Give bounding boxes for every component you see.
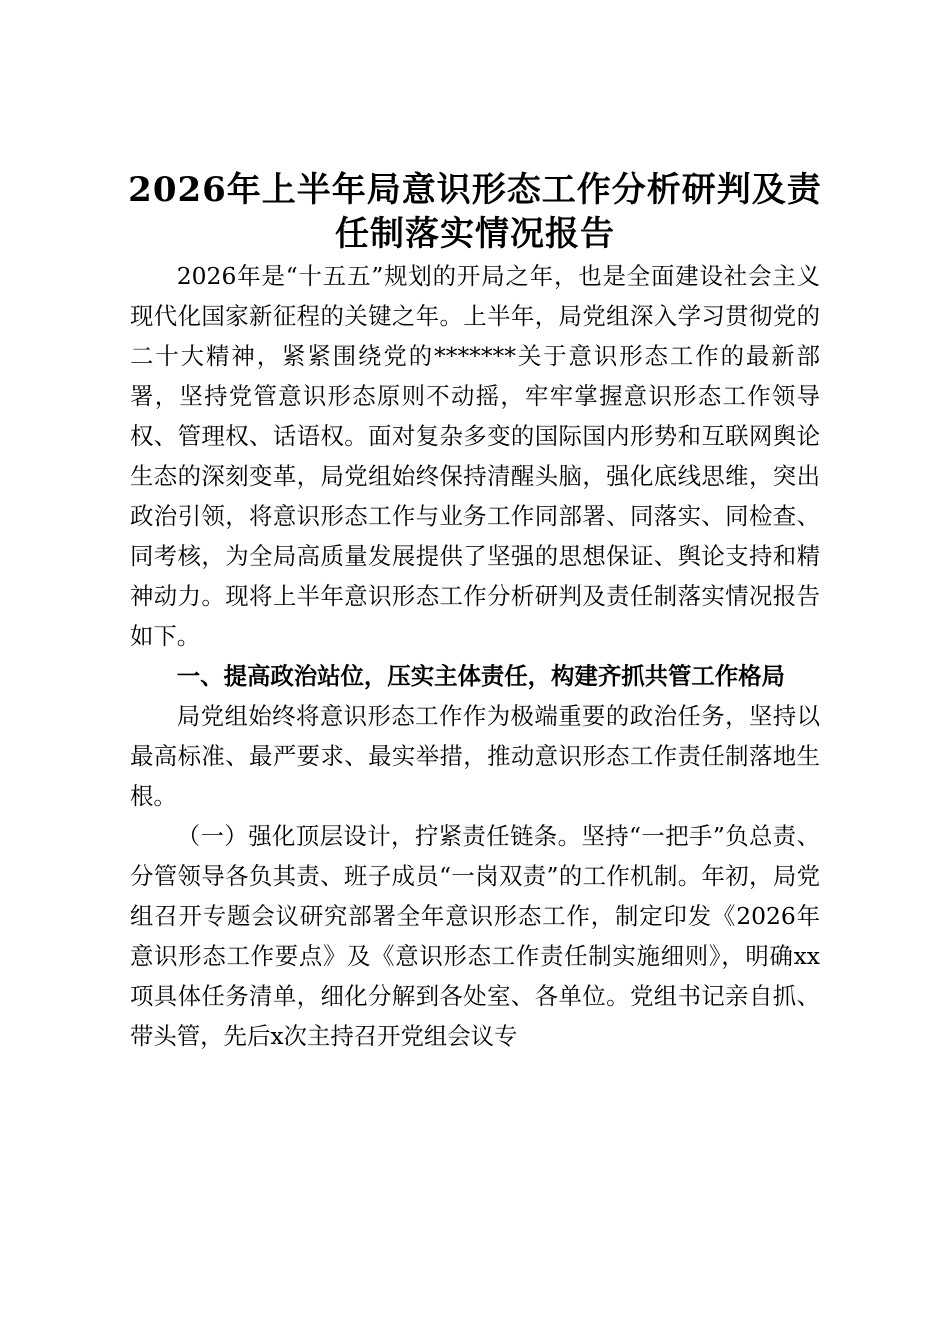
title-line-2: 任制落实情况报告	[335, 214, 615, 254]
section-heading-1: 一、提高政治站位，压实主体责任，构建齐抓共管工作格局	[176, 662, 785, 690]
document-title	[125, 168, 825, 256]
document-body	[130, 256, 820, 1056]
title-line-1: 2026年上半年局意识形态工作分析研判及责	[128, 170, 822, 210]
subsection-1-paragraph: （一）强化顶层设计，拧紧责任链条。坚持“一把手”负总责、分管领导各负其责、班子成员“一岗双责”的工作机制。年初，局党组召开专题会议研究部署全年意识形态工作，制定印发《2026年意识形态工作要点》及《意识形态工作责任制实施细则》，明确xx项具体任务清单，细化分解到各处室、各单位。党组书记亲自抓、带头管，先后x次主持召开党组会议专	[130, 822, 820, 1050]
section-1-paragraph: 局党组始终将意识形态工作作为极端重要的政治任务，坚持以最高标准、最严要求、最实举措，推动意识形态工作责任制落地生根。	[130, 702, 820, 810]
intro-paragraph: 2026年是“十五五”规划的开局之年，也是全面建设社会主义现代化国家新征程的关键之年。上半年，局党组深入学习贯彻党的二十大精神，紧紧围绕党的*******关于意识形态工作的最新部署，坚持党管意识形态原则不动摇，牢牢掌握意识形态工作领导权、管理权、话语权。面对复杂多变的国际国内形势和互联网舆论生态的深刻变革，局党组始终保持清醒头脑，强化底线思维，突出政治引领，将意识形态工作与业务工作同部署、同落实、同检查、同考核，为全局高质量发展提供了坚强的思想保证、舆论支持和精神动力。现将上半年意识形态工作分析研判及责任制落实情况报告如下。	[130, 262, 820, 650]
